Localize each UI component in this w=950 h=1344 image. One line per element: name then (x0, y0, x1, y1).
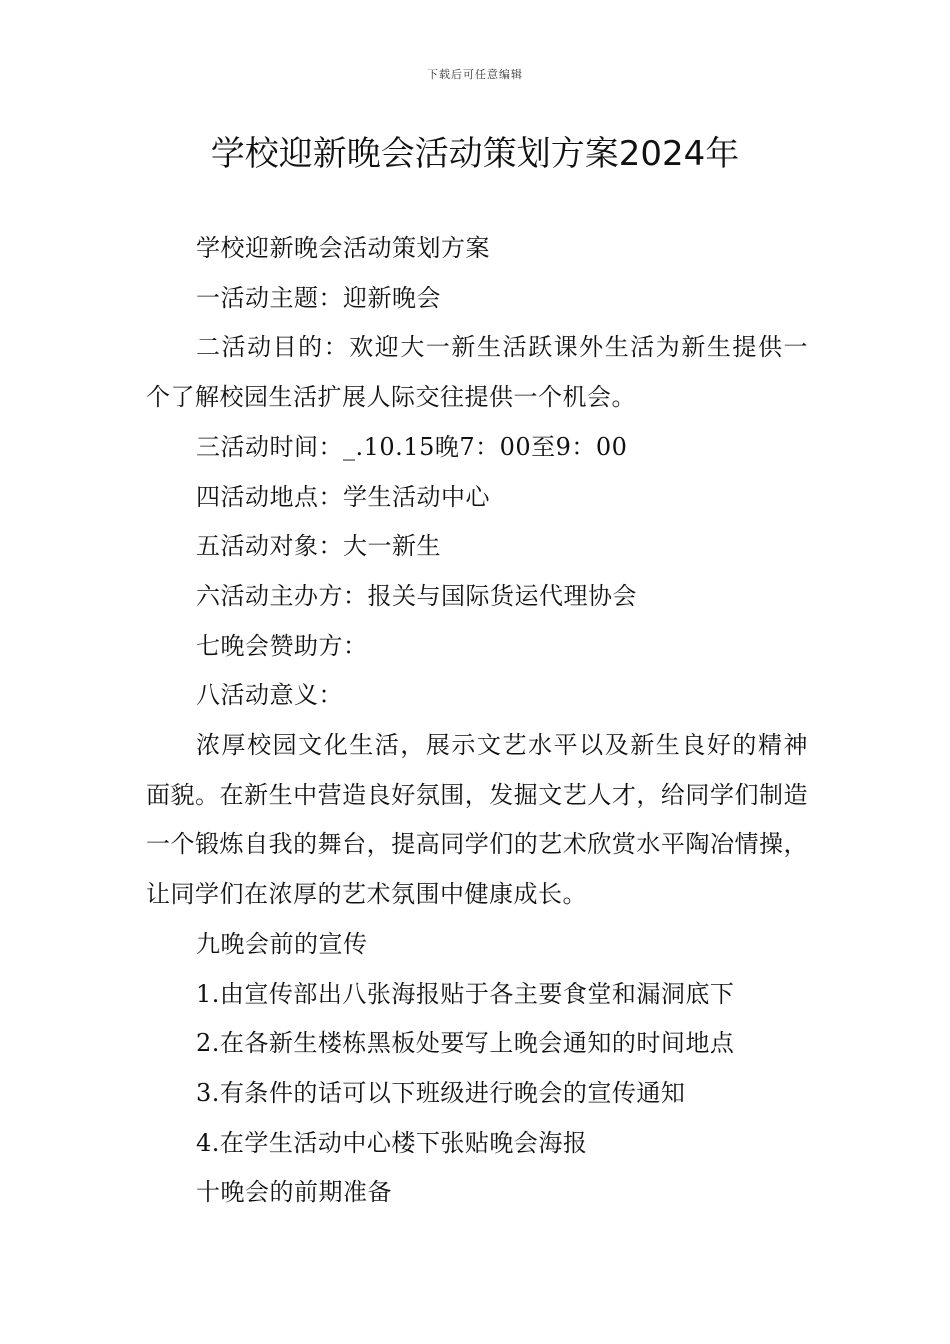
paragraph-time: 三活动时间：_.10.15晚7：00至9：00 (196, 432, 628, 461)
paragraph-promotion-heading: 九晚会前的宣传 (196, 929, 368, 958)
list-item: 1.由宣传部出八张海报贴于各主要食堂和漏洞底下 (196, 979, 735, 1008)
paragraph-significance: 浓厚校园文化生活，展示文艺水平以及新生良好的精神面貌。在新生中营造良好氛围，发掘文艺人才，给同学们制造一个锻炼自我的舞台，提高同学们的艺术欣赏水平陶冶情操，让同学们在浓厚的艺术氛围中健康成长。 (146, 731, 808, 909)
paragraph-location: 四活动地点：学生活动中心 (196, 482, 490, 511)
paragraph-significance-heading: 八活动意义： (196, 681, 343, 710)
paragraph-purpose: 二活动目的：欢迎大一新生活跃课外生活为新生提供一个了解校园生活扩展人际交往提供一个机会。 (146, 333, 808, 412)
paragraph-organizer: 六活动主办方：报关与国际货运代理协会 (196, 581, 637, 610)
paragraph-sponsor: 七晚会赞助方： (196, 631, 368, 660)
paragraph-preparation-heading: 十晚会的前期准备 (196, 1178, 392, 1207)
paragraph-plan-name: 学校迎新晚会活动策划方案 (196, 234, 490, 262)
header-note: 下载后可任意编辑 (427, 68, 523, 81)
document-body (146, 224, 808, 1218)
list-item: 3.有条件的话可以下班级进行晚会的宣传通知 (196, 1078, 686, 1107)
document-title: 学校迎新晚会活动策划方案2024年 (210, 134, 740, 174)
list-item: 2.在各新生楼栋黑板处要写上晚会通知的时间地点 (196, 1029, 735, 1058)
paragraph-audience: 五活动对象：大一新生 (196, 532, 441, 561)
paragraph-theme: 一活动主题：迎新晚会 (196, 283, 441, 312)
list-item: 4.在学生活动中心楼下张贴晚会海报 (196, 1128, 588, 1157)
